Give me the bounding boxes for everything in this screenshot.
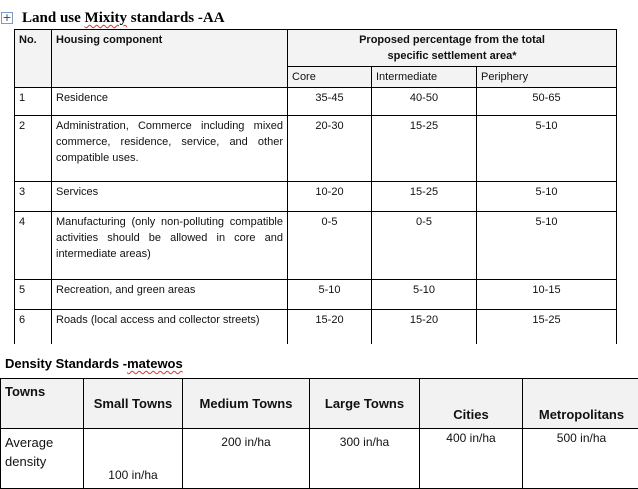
header-intermediate: Intermediate [372,67,477,88]
row-core-value: 20-30 [288,116,372,182]
row-component: Administration, Commerce including mixed commerce, residence, service, and other compatible uses. [52,116,288,182]
header-periphery: Periphery [477,67,617,88]
header-cities: Cities [420,379,523,429]
density-row [1,429,638,489]
row-periphery-value: 5-10 [477,182,617,212]
row-component: Manufacturing (only non-polluting compatible activities should be allowed in core and intermediate areas) [52,212,288,280]
row-component: Services [52,182,288,212]
row-component: Recreation, and green areas [52,280,288,310]
row-number: 6 [15,310,52,344]
row-periphery-value: 50-65 [477,88,617,116]
header-towns: Towns [1,379,84,429]
row-periphery-value: 15-25 [477,310,617,344]
header-large-towns: Large Towns [310,379,420,429]
density-standards-title: Density Standards -matewos [5,356,183,371]
header-proposed-percentage: Proposed percentage from the total specific settlement area* [288,30,617,67]
land-use-mixity-table [14,29,617,344]
table-row [15,212,617,280]
header-metropolitans: Metropolitans [523,379,638,429]
header-housing-component: Housing component [52,30,288,88]
header-no: No. [15,30,52,88]
row-periphery-value: 5-10 [477,116,617,182]
row-number: 1 [15,88,52,116]
row-core-value: 35-45 [288,88,372,116]
row-component: Roads (local access and collector streets) [52,310,288,344]
table-move-handle-icon[interactable]: + [1,12,13,24]
row-core-value: 15-20 [288,310,372,344]
row-core-value: 5-10 [288,280,372,310]
cities-density: 400 in/ha [420,429,523,489]
row-number: 4 [15,212,52,280]
row-core-value: 10-20 [288,182,372,212]
row-periphery-value: 5-10 [477,212,617,280]
header-medium-towns: Medium Towns [183,379,310,429]
spelling-flag: matewos [127,356,183,371]
row-periphery-value: 10-15 [477,280,617,310]
row-number: 3 [15,182,52,212]
large-towns-density: 300 in/ha [310,429,420,489]
row-number: 5 [15,280,52,310]
metropolitans-density: 500 in/ha [523,429,638,489]
density-header-row [1,379,638,429]
small-towns-density: 100 in/ha [84,429,183,489]
table-row [15,116,617,182]
row-core-value: 0-5 [288,212,372,280]
row-intermediate-value: 15-25 [372,116,477,182]
table-row [15,280,617,310]
spelling-flag: Mixity [85,10,128,26]
row-intermediate-value: 0-5 [372,212,477,280]
row-intermediate-value: 15-20 [372,310,477,344]
medium-towns-density: 200 in/ha [183,429,310,489]
row-intermediate-value: 15-25 [372,182,477,212]
header-small-towns: Small Towns [84,379,183,429]
row-component: Residence [52,88,288,116]
row-intermediate-value: 40-50 [372,88,477,116]
row-intermediate-value: 5-10 [372,280,477,310]
table-header-row [15,30,617,67]
row-number: 2 [15,116,52,182]
table-row [15,88,617,116]
table-row [15,182,617,212]
table-row [15,310,617,344]
land-use-title: Land use Mixity standards -AA [22,10,225,27]
header-core: Core [288,67,372,88]
density-standards-table [0,378,638,489]
row-label-average-density: Average density [1,429,84,489]
